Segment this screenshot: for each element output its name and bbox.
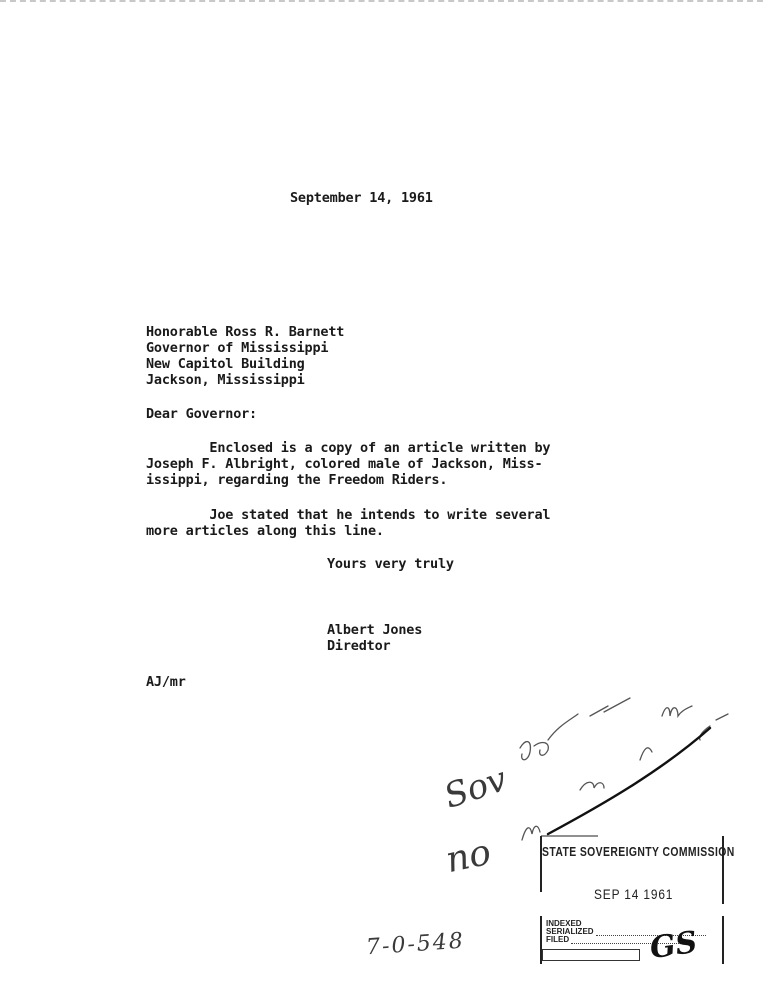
paragraph-line: Joseph F. Albright, colored male of Jackson, Miss- — [146, 456, 543, 472]
closing: Yours very truly — [327, 556, 454, 572]
stamp-title: STATE SOVEREIGNTY COMMISSION — [542, 844, 735, 859]
stamp-row-label: SERIALIZED — [546, 927, 594, 936]
body-paragraph-1 — [146, 440, 550, 488]
handwritten-initials: GS — [647, 924, 700, 967]
letter-date: September 14, 1961 — [290, 190, 433, 206]
stamp-date: SEP 14 1961 — [594, 886, 674, 902]
body-paragraph-2 — [146, 507, 550, 539]
paragraph-line: Enclosed is a copy of an article written by — [146, 440, 551, 456]
paragraph-line: more articles along this line. — [146, 523, 384, 539]
stamp-row-label: FILED — [546, 935, 570, 944]
pencil-check-mark — [548, 728, 710, 834]
handwritten-note-line-1: Sov — [439, 759, 512, 817]
salutation: Dear Governor: — [146, 406, 257, 422]
pencil-scribble — [604, 698, 630, 712]
page-top-border — [0, 0, 763, 2]
recipient-line: New Capitol Building — [146, 356, 305, 372]
pencil-scribble — [580, 782, 604, 790]
handwritten-note-line-2: no — [442, 831, 495, 882]
pencil-scribble — [520, 742, 548, 760]
pencil-scribble — [700, 714, 728, 740]
signer-name: Albert Jones — [327, 622, 423, 638]
receipt-stamp — [538, 832, 735, 968]
recipient-line: Governor of Mississippi — [146, 340, 329, 356]
recipient-line: Jackson, Mississippi — [146, 372, 305, 388]
recipient-address — [146, 324, 344, 388]
pencil-scribble — [548, 706, 608, 740]
signer-title: Diredtor — [327, 638, 391, 654]
stamp-box — [542, 949, 640, 961]
pencil-scribble — [662, 706, 692, 716]
stamp-row-label: INDEXED — [546, 919, 582, 928]
handwritten-file-number: 7-0-548 — [365, 928, 466, 961]
typist-initials: AJ/mr — [146, 674, 186, 690]
pencil-scribble — [640, 748, 652, 760]
paragraph-line: Joe stated that he intends to write several — [146, 507, 551, 523]
recipient-line: Honorable Ross R. Barnett — [146, 324, 345, 340]
paragraph-line: issippi, regarding the Freedom Riders. — [146, 472, 448, 488]
